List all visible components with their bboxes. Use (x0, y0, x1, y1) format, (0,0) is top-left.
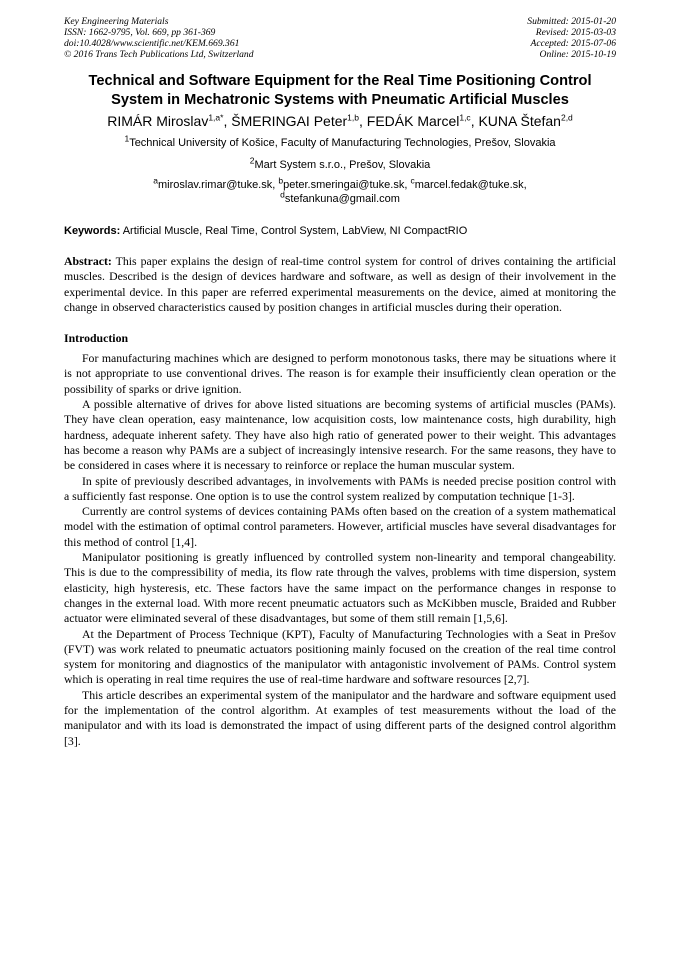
keywords-label: Keywords: (64, 225, 121, 237)
journal-issn: ISSN: 1662-9795, Vol. 669, pp 361-369 (64, 27, 216, 38)
abstract-text: This paper explains the design of real-time control system for control of drives containing the artificial muscles. Described is the design of devices hardware and software, as well as design of their involvement in the experimental device. In this paper are referred experimental measurements on the device, aimed at monitoring the change in observed characteristics caused by position changes in artificial muscles during their operation. (64, 254, 616, 314)
email-link[interactable]: miroslav.rimar@tuke.sk, (157, 179, 279, 191)
keywords-text: Artificial Muscle, Real Time, Control System, LabView, NI CompactRIO (120, 225, 468, 237)
date-submitted: Submitted: 2015-01-20 (527, 16, 616, 27)
journal-info (64, 16, 254, 60)
keywords (64, 224, 616, 238)
paragraph: A possible alternative of drives for above listed situations are becoming systems of artificial muscles (PAMs). They have clean operation, easy maintenance, low acquisition costs, low maintenance costs, high durability, high hardness, adequate inherent safety. They have also high ratio of generated power to their weight. This advantages has become a reason why PAMs are a subject of increasingly intensive research. For the same reasons, they have to be considered in cases where it is necessary to reinforce or replace the human muscular system. (64, 397, 616, 473)
author-emails (64, 175, 616, 206)
affiliation-2 (64, 155, 616, 172)
affiliation-1 (64, 133, 616, 150)
affiliation-text: Technical University of Košice, Faculty of Manufacturing Technologies, Prešov, Slovakia (129, 137, 556, 149)
paragraph: Currently are control systems of devices containing PAMs often based on the creation of a system mathematical model with the estimation of optimal control parameters. However, artificial muscles have several disadvantages for this method of control [1,4]. (64, 504, 616, 549)
journal-header (64, 16, 616, 60)
abstract (64, 254, 616, 315)
email-superscript: c (410, 175, 415, 186)
section-heading: Introduction (64, 331, 129, 346)
affiliation-superscript: 2 (249, 155, 255, 166)
email-superscript: b (278, 175, 284, 186)
email-superscript: d (280, 188, 285, 199)
journal-doi: doi:10.4028/www.scientific.net/KEM.669.361 (64, 38, 240, 49)
email-link[interactable]: marcel.fedak@tuke.sk, (414, 179, 527, 191)
paper-title: Technical and Software Equipment for the Real Time Positioning Control System in Mechatronic Systems with Pneumatic Artificial Muscles (88, 73, 592, 108)
author-separator: , (223, 113, 232, 129)
abstract-label: Abstract: (64, 254, 112, 268)
author-superscript: 1,c (459, 112, 471, 123)
author-superscript: 2,d (560, 112, 573, 123)
introduction-body (64, 351, 616, 749)
paragraph: In spite of previously described advantages, in involvements with PAMs is needed precise position control with a sufficiently fast response. One option is to use the control system realized by computation technique [1-3]. (64, 473, 616, 503)
affiliation-superscript: 1 (124, 133, 130, 144)
publication-dates (527, 16, 616, 60)
email-superscript: a (153, 175, 158, 186)
author-name: FEDÁK Marcel (366, 113, 460, 129)
author-separator: , (470, 113, 479, 129)
paragraph: This article describes an experimental system of the manipulator and the hardware and software equipment used for the implementation of the control algorithm. At examples of test measurements without the load of the manipulator and with its load is demonstrated the impact of using different parts of the designed control algorithm [3]. (64, 687, 616, 748)
author-superscript: 1,b (347, 112, 359, 123)
email-link[interactable]: stefankuna@gmail.com (284, 192, 400, 205)
author-name: KUNA Štefan (478, 113, 561, 129)
author-list (64, 112, 616, 130)
author-name: ŠMERINGAI Peter (231, 113, 348, 129)
journal-name: Key Engineering Materials (64, 16, 169, 27)
author-separator: , (358, 113, 367, 129)
journal-copyright: © 2016 Trans Tech Publications Ltd, Switzerland (64, 49, 254, 60)
paper-page (64, 16, 616, 749)
affiliation-text: Mart System s.r.o., Prešov, Slovakia (254, 159, 431, 171)
date-online: Online: 2015-10-19 (539, 49, 616, 60)
paragraph: At the Department of Process Technique (KPT), Faculty of Manufacturing Technologies with a Seat in Prešov (FVT) was work related to pneumatic actuators positioning mainly focused on the creation of the real time control system for monitoring and diagnostics of the manipulator with antagonistic involvement of PAMs. Control system which is operating in real time requires the use of real-time hardware and software resources [2,7]. (64, 626, 616, 687)
date-accepted: Accepted: 2015-07-06 (530, 38, 616, 49)
paragraph: For manufacturing machines which are designed to perform monotonous tasks, there may be situations where it is not appropriate to use conventional drives. The reason is for example their insufficiently clean operation or the possibility of sparks or drive ignition. (64, 351, 616, 396)
email-link[interactable]: peter.smeringai@tuke.sk, (283, 179, 411, 191)
author-superscript: 1,a* (208, 112, 224, 123)
paragraph: Manipulator positioning is greatly influenced by controlled system non-linearity and temporal changeability. This is due to the compressibility of media, its flow rate through the valves, problems with time dispersion, system elasticity, high hysteresis, etc. These factors have the same impact on the performance changes in response to changes in the external load. With more recent pneumatic actuators such as McKibben muscle, Braided and Rubber actuator were eliminated several of these disadvantages, but some of them still remain [1,5,6]. (64, 550, 616, 626)
date-revised: Revised: 2015-03-03 (535, 27, 616, 38)
author-name: RIMÁR Miroslav (107, 113, 209, 129)
